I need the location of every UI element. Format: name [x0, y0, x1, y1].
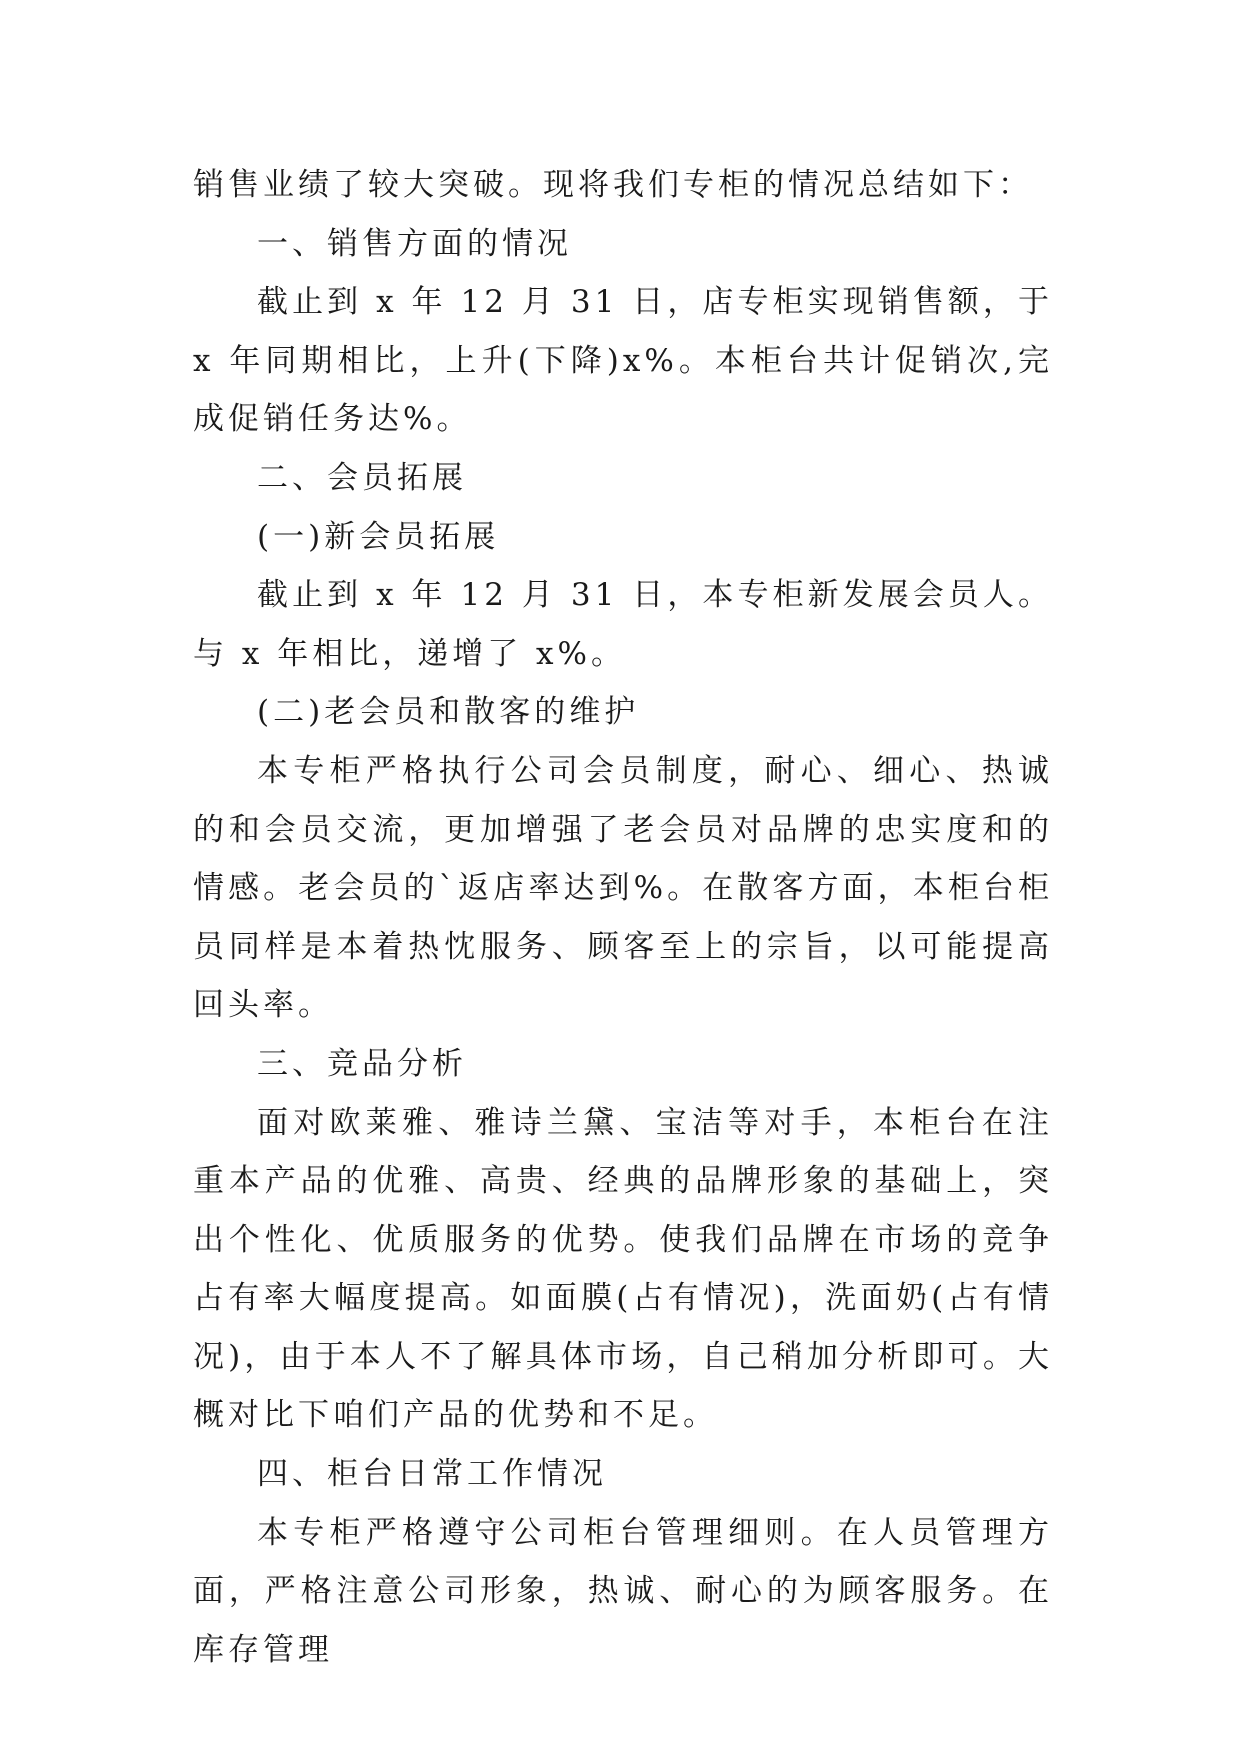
section-heading-sales: 一、销售方面的情况: [257, 225, 572, 262]
section-heading-competitors: 三、竞品分析: [257, 1045, 467, 1082]
section-heading-daily-work: 四、柜台日常工作情况: [257, 1456, 607, 1493]
section-heading-members: 二、会员拓展: [257, 459, 467, 496]
paragraph-daily-work: 本专柜严格遵守公司柜台管理细则。在人员管理方面，严格注意公司形象，热诚、耐心的为顾客服务。在库存管理: [193, 1514, 1053, 1668]
subheading-old-members: (二)老会员和散客的维护: [257, 694, 640, 731]
subheading-new-members: (一)新会员拓展: [257, 518, 500, 555]
paragraph-intro-continuation: 销售业绩了较大突破。现将我们专柜的情况总结如下：: [193, 167, 1033, 203]
paragraph-old-members: 本专柜严格执行公司会员制度，耐心、细心、热诚的和会员交流，更加增强了老会员对品牌的忠实度和的情感。老会员的`返店率达到%。在散客方面，本柜台柜员同样是本着热忱服务、顾客至上的宗旨，以可能提高回头率。: [193, 752, 1053, 1024]
document-body: [193, 156, 1053, 1679]
paragraph-new-members: 截止到 x 年 12 月 31 日，本专柜新发展会员人。与 x 年相比，递增了 x%。: [193, 577, 1053, 672]
paragraph-sales: 截止到 x 年 12 月 31 日，店专柜实现销售额，于 x 年同期相比，上升(下降)x%。本柜台共计促销次,完成促销任务达%。: [193, 284, 1053, 438]
paragraph-competitors: 面对欧莱雅、雅诗兰黛、宝洁等对手，本柜台在注重本产品的优雅、高贵、经典的品牌形象的基础上，突出个性化、优质服务的优势。使我们品牌在市场的竞争占有率大幅度提高。如面膜(占有情况)，洗面奶(占有情况)，由于本人不了解具体市场，自己稍加分析即可。大概对比下咱们产品的优势和不足。: [193, 1104, 1053, 1434]
